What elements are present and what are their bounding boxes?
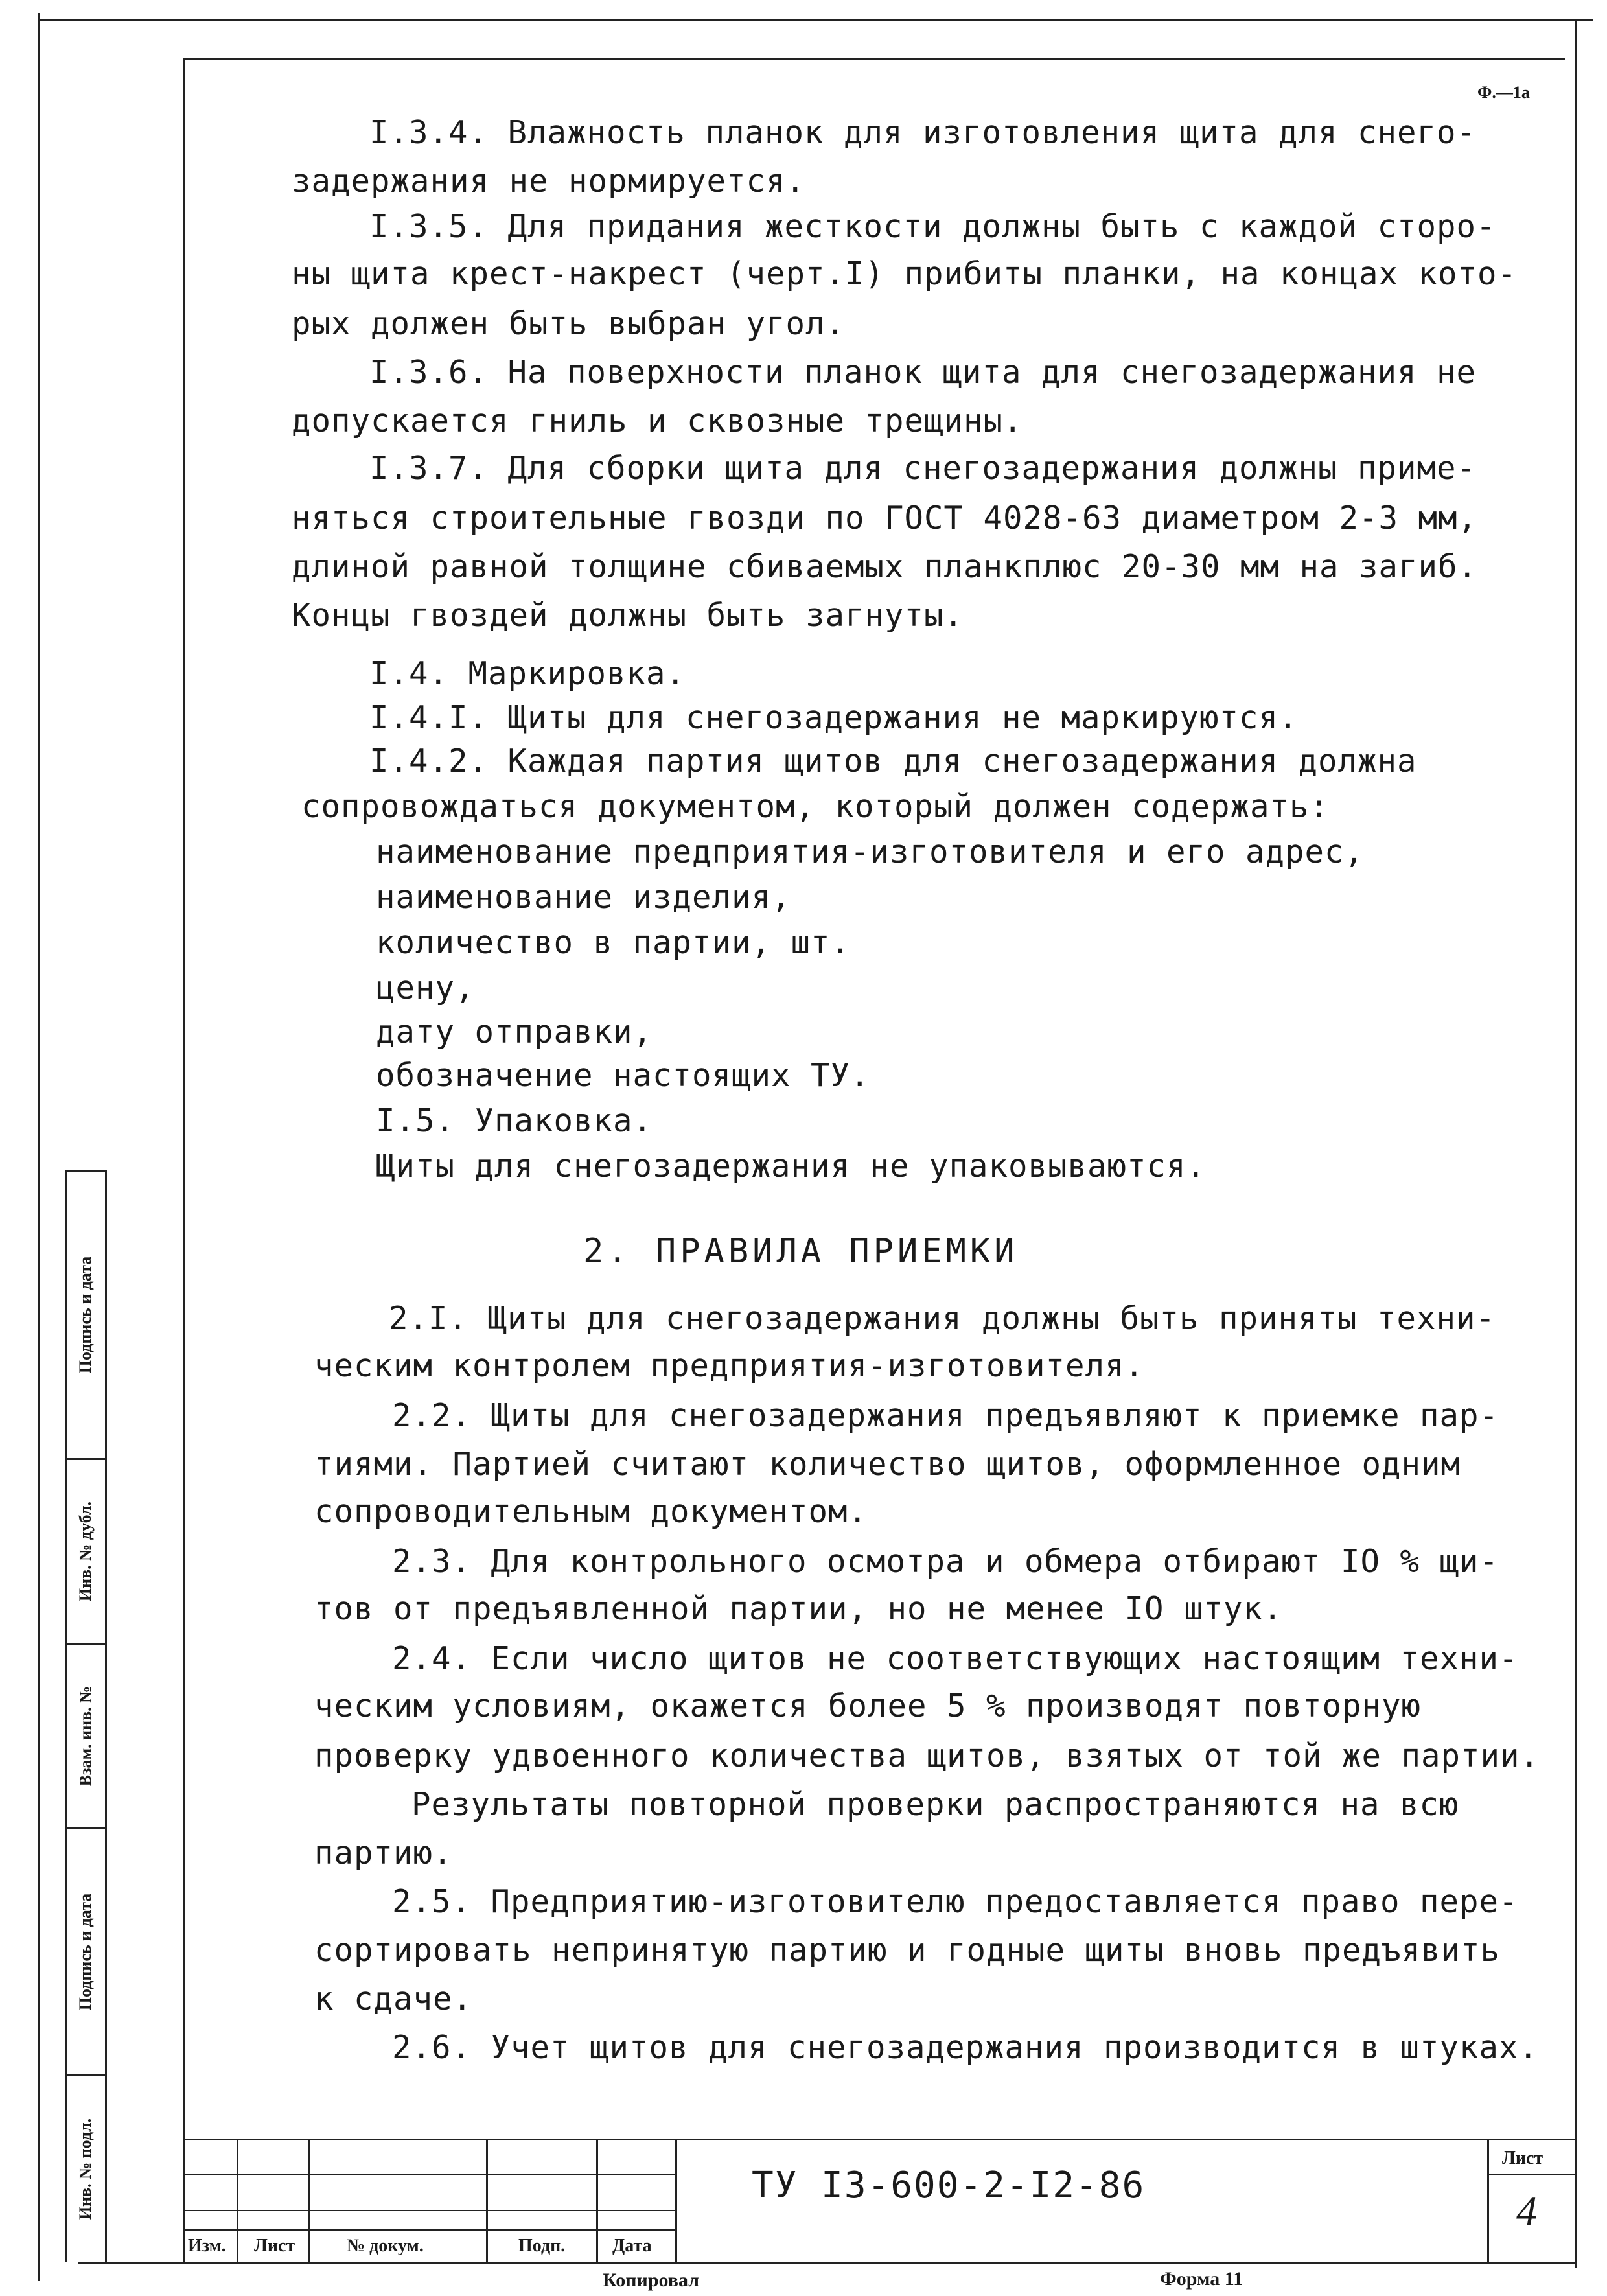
side-label-signature-date: Подпись и дата xyxy=(76,1893,95,2010)
side-label-original-inventory: Инв. № подл. xyxy=(76,2118,95,2220)
stamp-col-doc: № докум. xyxy=(347,2236,424,2256)
chapter-heading: 2. ПРАВИЛА ПРИЕМКИ xyxy=(583,1232,1019,1271)
stamp-col-izm: Изм. xyxy=(188,2236,226,2256)
list-item: обозначение настоящих ТУ. xyxy=(376,1057,870,1094)
text-line: I.4.I. Щиты для снегозадержания не маркируются. xyxy=(369,699,1299,736)
text-line: няться строительные гвозди по ГОСТ 4028-63 диаметром 2-3 мм, xyxy=(292,500,1478,537)
side-label-replacement-inventory: Взам. инв. № xyxy=(76,1686,95,1787)
text-line: I.4.2. Каждая партия щитов для снегозадержания должна xyxy=(369,743,1417,780)
stamp-top-rule xyxy=(185,2139,1575,2140)
stamp-col-podp: Подп. xyxy=(518,2236,566,2256)
text-line: тиями. Партией считают количество щитов, оформленное одним xyxy=(314,1446,1461,1483)
list-item: наименование предприятия-изготовителя и его адрес, xyxy=(376,833,1365,870)
text-line: 2.5. Предприятию-изготовителю предоставляется право пере- xyxy=(392,1883,1519,1920)
text-line: сопровождаться документом, который должен содержать: xyxy=(301,788,1330,825)
text-line: Результаты повторной проверки распространяются на всю xyxy=(411,1786,1459,1823)
sheet-label: Лист xyxy=(1502,2148,1543,2168)
stamp-rule xyxy=(185,2210,677,2211)
text-line: 2.4. Если число щитов не соответствующих настоящим техни- xyxy=(392,1640,1519,1677)
text-line: тов от предъявленной партии, но не менее IO штук. xyxy=(314,1590,1283,1627)
stamp-rule xyxy=(185,2174,677,2175)
text-line: ческим контролем предприятия-изготовителя. xyxy=(314,1347,1145,1384)
stamp-col-data: Дата xyxy=(612,2236,652,2256)
text-line: Концы гвоздей должны быть загнуты. xyxy=(292,597,964,634)
text-line: сопроводительным документом. xyxy=(314,1493,868,1530)
text-line: 2.3. Для контрольного осмотра и обмера отбирают IO % щи- xyxy=(392,1543,1499,1580)
text-line: рых должен быть выбран угол. xyxy=(292,305,846,342)
list-item: дату отправки, xyxy=(376,1014,653,1050)
sheet-number: 4 xyxy=(1516,2188,1537,2234)
stamp-col xyxy=(675,2139,677,2262)
text-line: 2.2. Щиты для снегозадержания предъявляют к приемке пар- xyxy=(392,1397,1499,1434)
stamp-col xyxy=(237,2139,238,2262)
text-line: сортировать непринятую партию и годные щиты вновь предъявить xyxy=(314,1932,1501,1969)
text-line: I.3.4. Влажность планок для изготовления щита для снего- xyxy=(369,114,1477,151)
text-line: к сдаче. xyxy=(314,1980,473,2017)
list-item: наименование изделия, xyxy=(376,879,791,916)
form-code: Ф.—1а xyxy=(1477,83,1530,102)
stamp-col xyxy=(1487,2139,1489,2262)
side-label-duplicate-inventory: Инв. № дубл. xyxy=(76,1501,95,1602)
section-heading: I.4. Маркировка. xyxy=(369,655,686,692)
document-number: ТУ I3-600-2-I2-86 xyxy=(752,2164,1146,2207)
text-line: 2.6. Учет щитов для снегозадержания производится в штуках. xyxy=(392,2029,1539,2066)
text-line: проверку удвоенного количества щитов, взятых от той же партии. xyxy=(314,1737,1540,1774)
text-line: допускается гниль и сквозные трещины. xyxy=(292,402,1023,439)
form-number-label: Форма 11 xyxy=(1160,2268,1243,2290)
text-line: I.3.5. Для придания жесткости должны быть с каждой сторо- xyxy=(369,208,1496,245)
text-line: 2.I. Щиты для снегозадержания должны быть приняты техни- xyxy=(389,1300,1496,1337)
text-line: ны щита крест-накрест (черт.I) прибиты планки, на концах кото- xyxy=(292,255,1518,292)
stamp-rule xyxy=(1487,2174,1575,2175)
copied-by-label: Копировал xyxy=(603,2269,700,2291)
section-heading: I.5. Упаковка. xyxy=(376,1102,653,1139)
text-line: I.3.6. На поверхности планок щита для снегозадержания не xyxy=(369,354,1477,391)
stamp-rule xyxy=(185,2229,677,2231)
text-line: Щиты для снегозадержания не упаковываются. xyxy=(376,1148,1207,1185)
list-item: цену, xyxy=(376,969,475,1006)
stamp-col-list: Лист xyxy=(254,2236,295,2256)
side-label-signature-date: Подпись и дата xyxy=(76,1256,95,1374)
stamp-col xyxy=(596,2139,598,2262)
side-strip-right xyxy=(105,1170,107,2262)
text-line: партию. xyxy=(314,1835,453,1872)
stamp-col xyxy=(308,2139,310,2262)
text-line: ческим условиям, окажется более 5 % производят повторную xyxy=(314,1687,1422,1724)
text-line: задержания не нормируется. xyxy=(292,163,806,200)
text-line: I.3.7. Для сборки щита для снегозадержания должны приме- xyxy=(369,450,1477,487)
stamp-col xyxy=(486,2139,488,2262)
text-line: длиной равной толщине сбиваемых планкплюс 20-30 мм на загиб. xyxy=(292,548,1478,585)
list-item: количество в партии, шт. xyxy=(376,924,851,961)
